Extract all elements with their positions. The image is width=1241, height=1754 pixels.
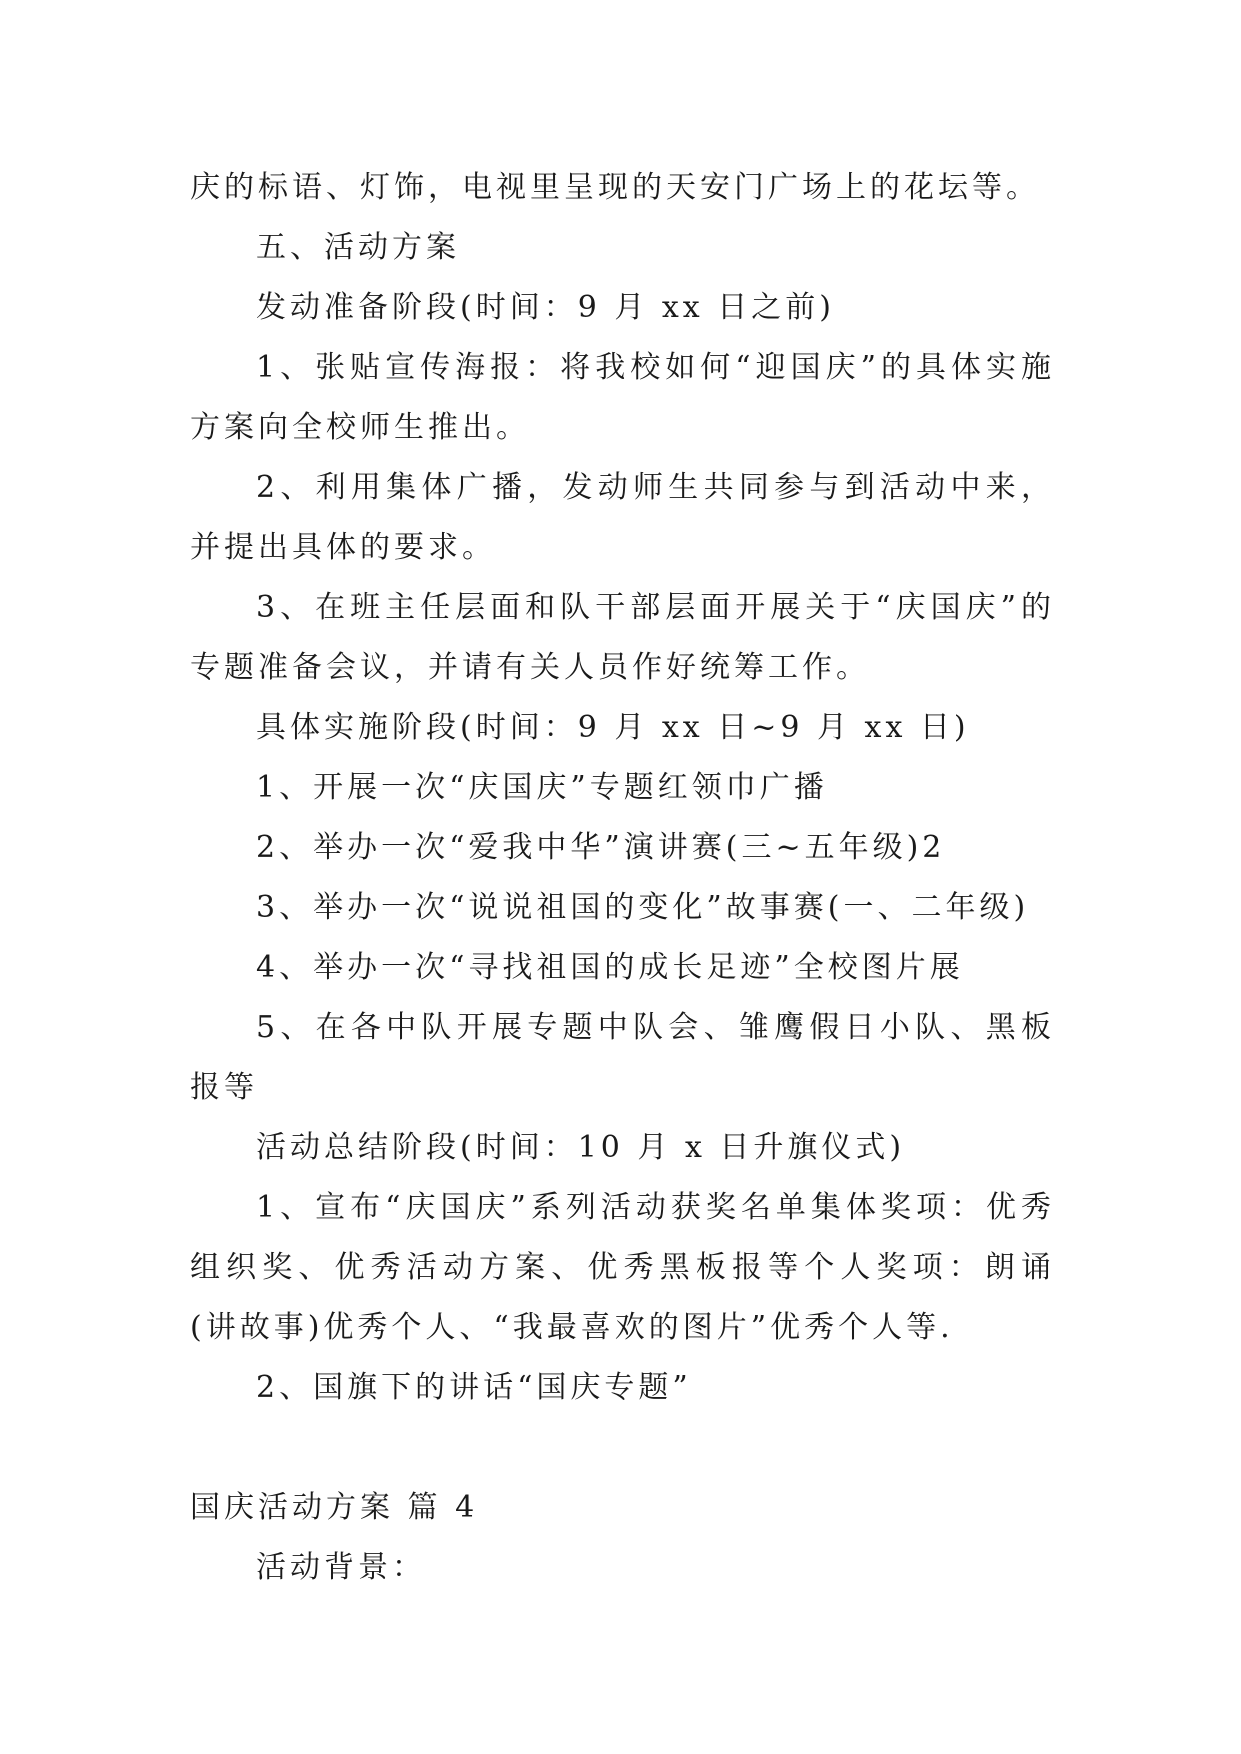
- paragraph-prep-item-2: 2、利用集体广播，发动师生共同参与到活动中来，并提出具体的要求。: [190, 470, 1055, 565]
- heading-activity-background: 活动背景：: [256, 1550, 426, 1585]
- paragraph-summary-item-1: 1、宣布“庆国庆”系列活动获奖名单集体奖项：优秀组织奖、优秀活动方案、优秀黑板报等个人奖项：朗诵(讲故事)优秀个人、“我最喜欢的图片”优秀个人等.: [190, 1190, 1055, 1345]
- paragraph-impl-item-1: 1、开展一次“庆国庆”专题红领巾广播: [256, 770, 828, 805]
- section-spacer: [190, 1418, 1055, 1478]
- paragraph-continuation: 庆的标语、灯饰，电视里呈现的天安门广场上的花坛等。: [190, 170, 1040, 205]
- section-title: 国庆活动方案 篇 4: [190, 1490, 479, 1525]
- paragraph-impl-item-4: 4、举办一次“寻找祖国的成长足迹”全校图片展: [256, 950, 964, 985]
- paragraph-prep-item-1: 1、张贴宣传海报：将我校如何“迎国庆”的具体实施方案向全校师生推出。: [190, 350, 1055, 445]
- document-body: [190, 158, 1055, 1598]
- paragraph-impl-item-2: 2、举办一次“爱我中华”演讲赛(三~五年级)2: [256, 830, 946, 865]
- paragraph-impl-item-5: 5、在各中队开展专题中队会、雏鹰假日小队、黑板报等: [190, 1010, 1055, 1105]
- paragraph-summary-item-2: 2、国旗下的讲话“国庆专题”: [256, 1370, 692, 1405]
- paragraph-prep-item-3: 3、在班主任层面和队干部层面开展关于“庆国庆”的专题准备会议，并请有关人员作好统筹工作。: [190, 590, 1055, 685]
- paragraph-impl-item-3: 3、举办一次“说说祖国的变化”故事赛(一、二年级): [256, 890, 1030, 925]
- heading-preparation-stage: 发动准备阶段(时间：9 月 xx 日之前): [256, 290, 835, 325]
- heading-activity-plan: 五、活动方案: [256, 230, 460, 265]
- heading-summary-stage: 活动总结阶段(时间：10 月 x 日升旗仪式): [256, 1130, 906, 1165]
- heading-implementation-stage: 具体实施阶段(时间：9 月 xx 日~9 月 xx 日): [256, 710, 970, 745]
